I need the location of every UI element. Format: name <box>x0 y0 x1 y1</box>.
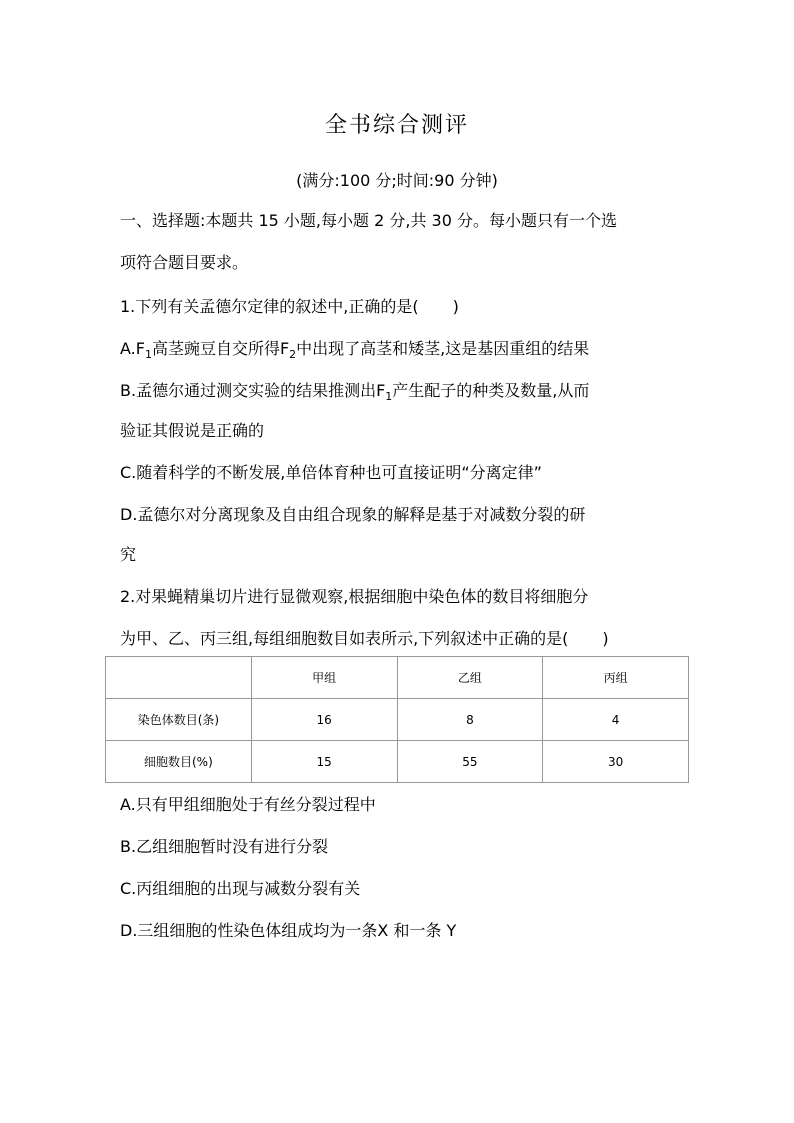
table-header-cell: 丙组 <box>543 657 689 699</box>
table-cell: 4 <box>543 699 689 741</box>
question-2-option-d: D.三组细胞的性染色体组成均为一条X 和一条 Y <box>120 921 457 940</box>
table-cell: 8 <box>397 699 543 741</box>
table-header-row <box>106 657 689 699</box>
table-row-label: 细胞数目(%) <box>106 741 252 783</box>
question-1-option-d-line1: D.孟德尔对分离现象及自由组合现象的解释是基于对减数分裂的研 <box>120 505 586 524</box>
question-2-option-b: B.乙组细胞暂时没有进行分裂 <box>120 837 329 856</box>
option-b-subscript: 1 <box>385 390 393 404</box>
table-cell: 30 <box>543 741 689 783</box>
question-1-stem-end: ) <box>452 297 459 316</box>
option-a-subscript-1: 1 <box>144 348 152 362</box>
table-cell: 16 <box>251 699 397 741</box>
option-a-subscript-2: 2 <box>289 348 297 362</box>
question-2-stem-line2 <box>120 626 680 649</box>
exam-info: (满分:100 分;时间:90 分钟) <box>296 171 498 190</box>
data-table <box>105 656 689 783</box>
question-1-stem-text: 1.下列有关孟德尔定律的叙述中,正确的是( <box>120 297 419 316</box>
question-1-option-a <box>120 336 680 361</box>
option-a-suffix: 中出现了高茎和矮茎,这是基因重组的结果 <box>296 339 590 358</box>
question-1-stem <box>120 294 680 317</box>
question-1-option-d-line2: 究 <box>120 545 137 564</box>
question-2-stem-text: 为甲、乙、丙三组,每组细胞数目如表所示,下列叙述中正确的是( <box>120 629 569 648</box>
table-row <box>106 699 689 741</box>
table-row <box>106 741 689 783</box>
option-a-middle: 高茎豌豆自交所得F <box>151 339 290 358</box>
question-2-stem-end: ) <box>602 629 609 648</box>
option-a-prefix: A.F <box>120 339 145 358</box>
question-1-option-b <box>120 378 680 403</box>
question-1-option-b-line2: 验证其假说是正确的 <box>120 421 265 440</box>
page-title: 全书综合测评 <box>324 113 469 138</box>
table-header-cell: 乙组 <box>397 657 543 699</box>
table-header-cell <box>106 657 252 699</box>
option-b-prefix: B.孟德尔通过测交实验的结果推测出F <box>120 381 386 400</box>
question-2-option-a: A.只有甲组细胞处于有丝分裂过程中 <box>120 795 376 814</box>
table-header-cell: 甲组 <box>251 657 397 699</box>
table-cell: 15 <box>251 741 397 783</box>
question-2-option-c: C.丙组细胞的出现与减数分裂有关 <box>120 879 361 898</box>
question-1-option-c: C.随着科学的不断发展,单倍体育种也可直接证明“分离定律” <box>120 463 542 482</box>
table-cell: 55 <box>397 741 543 783</box>
option-b-suffix: 产生配子的种类及数量,从而 <box>392 381 590 400</box>
section-heading-line2: 项符合题目要求。 <box>120 253 249 272</box>
table-row-label: 染色体数目(条) <box>106 699 252 741</box>
question-2-stem-line1: 2.对果蝇精巢切片进行显微观察,根据细胞中染色体的数目将细胞分 <box>120 587 589 606</box>
section-heading-line1: 一、选择题:本题共 15 小题,每小题 2 分,共 30 分。每小题只有一个选 <box>120 211 617 230</box>
